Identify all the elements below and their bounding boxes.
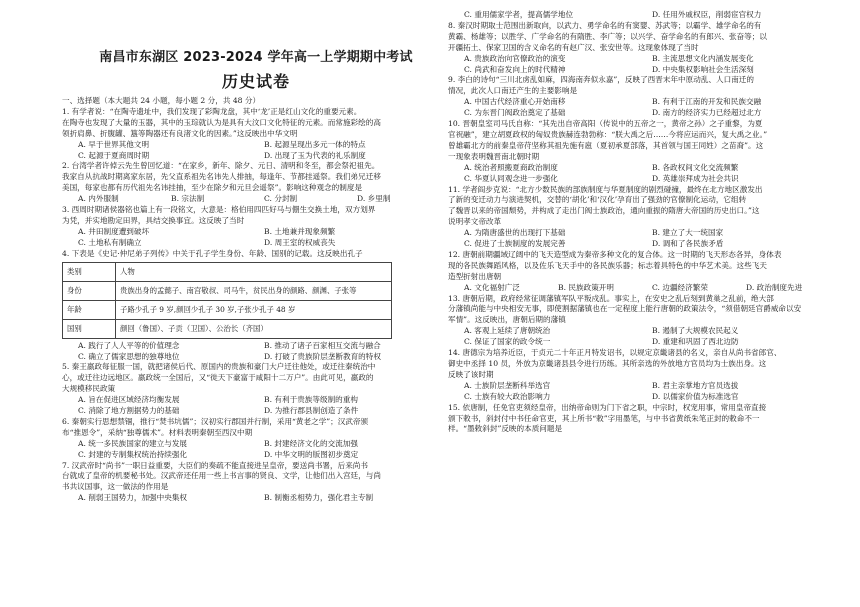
option-c: C. 华夏认同观念进一步强化 [464, 173, 558, 183]
stem-line: 我家自从抗战时期离家东居，先父直系祖先名讳先人排抽，每逢年、节都挂遥祭。我们弟兄迁移 [62, 172, 381, 182]
option-c: C. 为东晋门阀政治奠定了基础 [464, 108, 566, 118]
option-c: C. 重用儒家学者，提高儒学地位 [464, 10, 574, 19]
option-b: B. 有利于贵族等级制的重构 [264, 395, 358, 405]
stem-line: 6. 秦朝实行思想禁锢，推行“焚书坑儒”；汉初实行郡国并行制，采用“黄老之学”；汉武帝颁 [62, 416, 369, 426]
question-13 [448, 294, 840, 349]
option-d: D. 任用外戚权臣，削弱宦官权力 [652, 10, 762, 19]
option-c: C. 士族有较大政治影响力 [464, 391, 551, 401]
option-d: D. 政治制度先进 [746, 282, 803, 292]
stem-line: 美国，每家也都有历代祖先名讳挂抽，至少在除夕和元旦会遥祭”。影响这种观念的制度是 [62, 183, 363, 193]
option-a: A. 早于世界其他文明 [78, 139, 150, 149]
option-a: A. 统治者照搬夏商政治制度 [464, 162, 558, 172]
option-a: A. 客观上延续了唐朝统治 [464, 326, 551, 336]
option-b: B. 遏制了大规模农民起义 [652, 326, 739, 336]
option-a: A. 士族阶层垄断科举选官 [464, 380, 551, 390]
stem-line: 御史中丞择 10 员，外放为京畿诸县县令进行历练。其所亲选的外放地方官员均为士族出身。这 [448, 359, 767, 368]
question-4 [62, 249, 450, 363]
option-d: D. 英雄崇拜成为社会共识 [652, 173, 739, 183]
stem-line: 大规模移民政策 [62, 384, 116, 394]
option-a: A. 文化福射广泛 [464, 282, 520, 292]
option-a: A. 统一多民族国家的建立与发展 [78, 438, 188, 448]
stem-line: 12. 唐朝前期疆域辽阔中的飞天造型成为秦帝多种文化的复合体。这一时期的飞天形态各异，身体表 [448, 249, 782, 259]
option-c: C. 确立了儒家思想的独尊地位 [78, 351, 180, 361]
option-d: D. 以儒家价值为标准选官 [652, 391, 739, 401]
stem-line: 说明孝文帝改革 [448, 217, 502, 227]
stem-line: 15. 依唐制，任免官吏须经皇帝，出纳帝命则为门下省之职，中宗时，权宠用事，常用皇帝直接 [448, 402, 767, 412]
stem-line: 颁下敕书，斜封付中书任命官吏，其上所书“敕”字用墨笔，与中书省黄纸朱笔正封的敕命不一 [448, 413, 760, 423]
options [62, 493, 450, 504]
section-heading: 一、选择题（本大题共 24 小题，每小题 2 分，共 48 分） [62, 96, 261, 105]
stem-line: 布“推恩令”，采纳“独尊儒术”。材料表明秦朝至西汉中期 [62, 427, 253, 437]
left-column [62, 0, 450, 504]
option-c: C. 促进了士族制度的发展完善 [464, 239, 566, 249]
stem-line: 造型折射出唐朝 [448, 271, 502, 281]
right-column [448, 0, 840, 435]
table-row [63, 319, 392, 338]
question-8 [448, 21, 840, 76]
table-cell: 子路少孔子 9 岁,颜回少孔子 30 岁,子张少孔子 48 岁 [116, 300, 392, 319]
table-row [63, 300, 392, 319]
option-a: A. 内外服制 [78, 194, 119, 204]
options [62, 194, 450, 205]
options [448, 283, 840, 294]
stem-line: 心，或迁往边远地区。嬴政统一全国后，又“徙天下豪富于咸阳十二万户”。由此可见，嬴政的 [62, 373, 374, 383]
option-a: A. 井田制度遭到破坏 [78, 226, 150, 236]
option-d: D. 周王室的权威丧失 [264, 237, 336, 247]
question-2 [62, 161, 450, 205]
options [448, 97, 840, 119]
stem-line: 7. 汉武帝时“尚书”一职日益重要，大臣们的奏疏不能直接进呈皇帝，要送尚书署，后来尚书 [62, 460, 368, 470]
question-9 [448, 75, 840, 119]
option-d: D. 调和了各民族矛盾 [652, 239, 724, 249]
stem-line: 开疆拓土、保家卫国的含义命名的有赵广汉、张安世等。这现象体现了当时 [448, 42, 699, 52]
stem-line: 一现象表明魏晋南北朝时期 [448, 151, 540, 161]
option-b: B. 宗法制 [171, 194, 205, 204]
option-b: B. 各政权间文化交流频繁 [652, 162, 739, 172]
table-row [63, 281, 392, 300]
option-d: D. 为推行郡县制创造了条件 [264, 406, 359, 416]
option-c: C. 尚武和奋发向上的时代精神 [464, 64, 566, 74]
option-b: B. 封建经济文化的交流加强 [264, 438, 358, 448]
stem-line: 4. 下表是《史记·仲尼弟子列传》中关于孔子学生身份、年龄、国别的记载。这反映出孔子 [62, 248, 363, 258]
option-b: B. 起源呈现出多元一体的特点 [264, 139, 366, 149]
option-a: A. 为隋唐盛世的出现打下基础 [464, 228, 566, 238]
options [62, 395, 450, 417]
student-info-table [62, 262, 392, 339]
stem-line: 10. 晋朝皇室司马氏自称：“其先出自帝高阳（传说中的五帝之一，黄帝之孙）之子重黎，为夏 [448, 119, 763, 129]
table-cell: 贵族出身的孟懿子、南宫敬叔、司马牛，贫民出身的颜路、颜渊、子张等 [116, 281, 392, 300]
option-d: D. 乡里制 [357, 194, 391, 204]
stem-line: 台就成了皇帝的机要秘书处。汉武帝还任用一些上书言事的贤良、文学，让他们出入宫廷，与尚 [62, 471, 381, 481]
options [62, 341, 450, 363]
exam-title: 南昌市东湖区 2023-2024 学年高一上学期期中考试 [99, 50, 413, 65]
options [62, 439, 450, 461]
options [448, 228, 840, 250]
table-cell: 国别 [63, 319, 116, 338]
options [62, 227, 450, 249]
option-b: B. 建立了大一统国家 [652, 228, 724, 238]
option-d: D. 中华文明的版图初步奠定 [264, 449, 359, 459]
table-cell: 人物 [116, 262, 392, 281]
option-a: A. 践行了人人平等的价值理念 [78, 340, 180, 350]
question-14 [448, 348, 840, 403]
option-d: D. 出现了玉为代表的礼乐制度 [264, 150, 366, 160]
option-a: A. 贵族政治向官僚政治的演变 [464, 53, 566, 63]
option-c: C. 边疆经济繁荣 [652, 282, 708, 292]
question-7 [62, 461, 450, 505]
option-c: C. 封建的专制集权统治持续强化 [78, 449, 188, 459]
table-row [63, 262, 392, 281]
options [448, 326, 840, 348]
option-d: D. 中央集权影响社会生活深刻 [652, 64, 754, 74]
question-11 [448, 185, 840, 250]
question-12 [448, 250, 840, 294]
option-d: D. 南方的经济实力已经超过北方 [652, 108, 762, 118]
stem-line: 11. 学者阎步克说：“北方少数民族的部族制度与华夏制度的剧烈碰撞，最终在北方地区激发出 [448, 184, 763, 194]
stem-line: 官祝融”，建立胡夏政权的匈奴贵族赫连勃勃称：“朕大禹之后……今将应运而兴，复大禹之业。” [448, 129, 768, 139]
option-a: A. 旨在促进区域经济均衡发展 [78, 395, 180, 405]
option-c: C. 保证了国家的政令统一 [464, 337, 551, 347]
option-a: A. 中国古代经济重心开始南移 [464, 97, 566, 107]
question-5 [62, 362, 450, 417]
stem-line: 8. 秦汉时期取士范围出新取向，以武力、勇学命名的有窦婴、苏武等；以霸学、雄学命名的有 [448, 20, 762, 30]
question-3 [62, 205, 450, 249]
option-b: B. 制衡丞相势力，强化君主专制 [264, 493, 374, 503]
question-15 [448, 403, 840, 436]
option-a: A. 削弱王国势力，加强中央集权 [78, 493, 188, 503]
stem-line: 军情”。这反映出，唐朝后期的藩镇 [448, 315, 566, 325]
stem-line: 反映了该时期 [448, 369, 494, 379]
question-6 [62, 417, 450, 461]
table-cell: 年龄 [63, 300, 116, 319]
option-b: B. 主流思想文化内涵发展变化 [652, 53, 754, 63]
option-b: B. 民族政策开明 [558, 282, 614, 292]
stem-line: 了魏晋以来的帝国颓势，并构成了走出门阀士族政治，通向重振的隋唐大帝国的历史出口。”这 [448, 206, 760, 216]
options [448, 10, 840, 21]
options [448, 163, 840, 185]
option-d: D. 打破了贵族阶层垄断教育的特权 [264, 351, 381, 361]
option-b: B. 推动了诸子百家相互交流与融合 [264, 340, 381, 350]
table-cell: 身份 [63, 281, 116, 300]
options [62, 140, 450, 162]
table-cell: 类别 [63, 262, 116, 281]
question-1 [62, 107, 450, 162]
stem-line: 领折肩鼻、折腹罐、簋等陶器还有良渚文化的因素。”这反映出中华文明 [62, 128, 298, 138]
stem-line: 14. 唐德宗为培养近臣，于贞元二十年正月特发诏书，以规定京畿诸县的名义，亲自从尚书省郎官、 [448, 348, 782, 358]
table-cell: 颜回（鲁国）、子贡（卫国）、公治长（齐国） [116, 319, 392, 338]
stem-line: 分藩镇尚能与中央相安无事，即使割据藩镇也在一定程度上能行唐朝的政策法令，“须借朝廷官爵威命以安 [448, 304, 802, 314]
stem-line: 为凭，并实地勘定田界，具结交换事宜。这反映了当时 [62, 215, 245, 225]
stem-line: 了新的变迁动力与演进契机，交替的‘胡化’和‘汉化’孕育出了强劲的官僚制化运动，它组转 [448, 195, 747, 205]
stem-line: 书共议国事，这一做法的作用是 [62, 482, 169, 492]
options [448, 54, 840, 76]
option-c: C. 消除了地方割据势力的基础 [78, 406, 180, 416]
stem-line: 在陶寺也发现了大量的玉器，其中的玉琮就认为是具有大汶口文化特征的元素。而常施彩绘的高 [62, 117, 381, 127]
stem-line: 样。“墨敕斜封”反映的本质问题是 [448, 424, 563, 434]
option-b: B. 土地兼并现象频繁 [264, 226, 336, 236]
option-c: C. 分封制 [264, 194, 298, 204]
stem-line: 2. 台湾学者许倬云先生曾回忆道：“在家乡，新年、除夕、元日、清明和冬至，都会祭祀祖先。 [62, 161, 380, 171]
stem-line: 5. 秦王嬴政每征服一国，就把诸侯后代、原国内的贵族和豪门大户迁往他处，或迁往秦统治中 [62, 362, 376, 372]
stem-line: 9. 李白的诗句“三川北虏乱如麻，四海南奔似永嘉”，反映了西晋末年中原动乱、人口南迁的 [448, 75, 754, 85]
option-b: B. 君主亲掌地方官员选拔 [652, 380, 739, 390]
option-c: C. 起源于夏商周时期 [78, 150, 150, 160]
option-b: B. 有利于江南的开发和民族交融 [652, 97, 762, 107]
stem-line: 曾雄霸北方的前秦皇帝苻坚称其祖先施有扈（夏初承夏部落，其首领与国王同姓）之苗裔”。这 [448, 140, 764, 150]
stem-line: 现的各民族舞蹈风格，以及佐乐飞天手中的各民族乐器；标志着具特色的中华艺术美。这些飞天 [448, 260, 767, 270]
stem-line: 情况，此次人口南迁产生的主要影响是 [448, 86, 578, 96]
stem-line: 13. 唐朝后期，政府经常征调藩镇军队平叛戍乱。事实上，在安史之乱后刻到黄巢之乱前，绝大部 [448, 293, 774, 303]
stem-line: 1. 有学者说：“在陶寺遗址中，我们发现了彩陶龙盘，其中‘龙’正是红山文化的重要元素。 [62, 106, 362, 116]
exam-subtitle: 历史试卷 [221, 72, 290, 91]
question-10 [448, 119, 840, 184]
option-c: C. 土地私有制确立 [78, 237, 142, 247]
options [448, 381, 840, 403]
option-d: D. 重建和巩固了西北边防 [652, 337, 739, 347]
stem-line: 黄霸、杨雄等；以胜学、广学命名的有隋胜、李广等；以兴学、奋学命名的有郎兴、张奋等；以 [448, 31, 767, 41]
stem-line: 3. 西周时期诸侯器铭也篇上有一段铭文，大意是：格伯用四匹好马与倗生交换土地，双方划界 [62, 205, 376, 215]
